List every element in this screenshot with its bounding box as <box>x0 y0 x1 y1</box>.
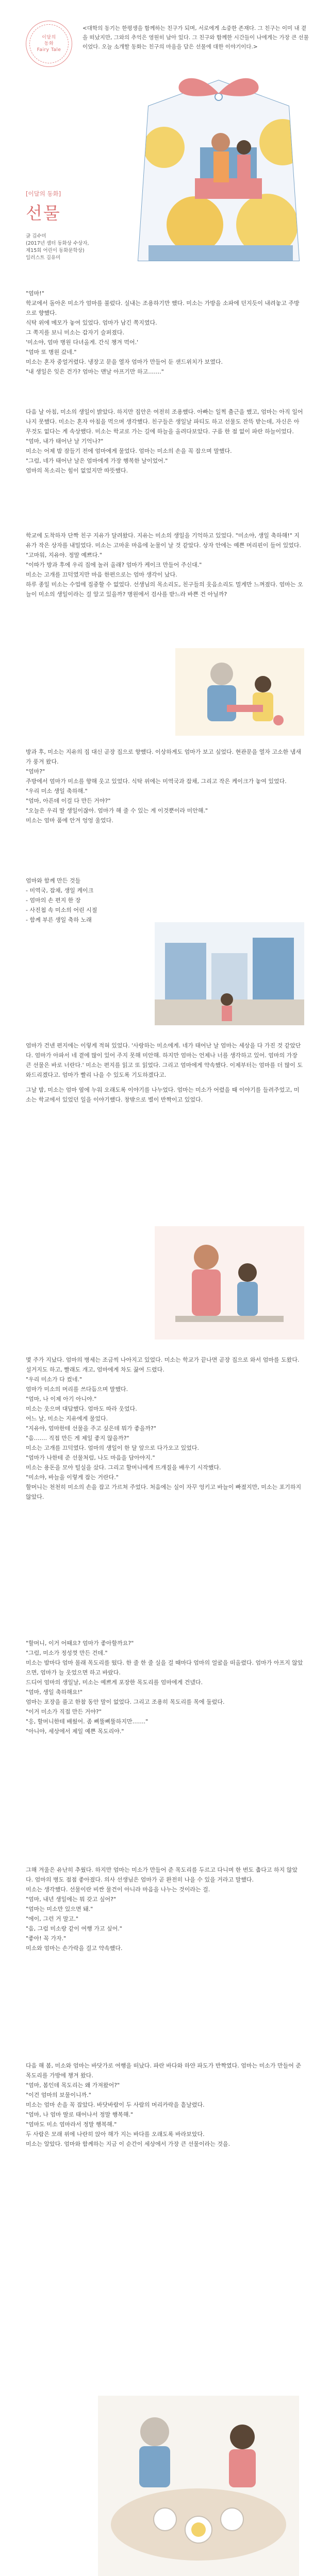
paragraph: "엄마, 나 엄마 딸로 태어나서 정말 행복해." <box>26 2111 134 2118</box>
paragraph: "좋아! 꼭 가자." <box>26 1935 67 1942</box>
intro-text: <대학의 동기는 한평생을 함께하는 친구가 되며, 서로에게 소중한 존재다. 그 친구는 이미 내 곁을 떠났지만, 그와의 추억은 영원히 남아 있다. 그 친구와 함께한 시간들이 나에게는 가장 큰 선물이었다. 오늘 소개할 동화는 친구의 마음을 담은 선물에 대한 이야기이다.> <box>82 25 309 50</box>
paragraph: "지유야, 엄마한테 선물을 주고 싶은데 뭐가 좋을까?" <box>26 1425 156 1432</box>
article-category: [이달의 동화] <box>26 190 61 197</box>
paragraph: "그럼, 미소가 정성껏 만든 건데." <box>26 1650 108 1656</box>
paragraph: 하루 종일 미소는 수업에 집중할 수 없었다. 선생님의 목소리도, 친구들의 웃음소리도 멀게만 느껴졌다. 엄마는 오늘이 미소의 생일이라는 걸 알고 있을까? 병원에서 검사를 받느라 바쁜 건 아닐까? <box>26 581 303 598</box>
paragraph: 식탁 위에 메모가 놓여 있었다. 엄마가 남긴 쪽지였다. <box>26 319 157 326</box>
paragraph: "이건 엄마의 보물이니까." <box>26 2092 91 2098</box>
paragraph: 미소는 고개를 끄덕였지만 마음 한편으로는 엄마 생각이 났다. <box>26 571 177 578</box>
paragraph: 엄마가 건넨 편지에는 이렇게 적혀 있었다. '사랑하는 미소에게. 네가 태어난 날 엄마는 세상을 다 가진 것 같았단다. 엄마가 아파서 네 곁에 많이 있어 주지 못해 미안해. 하지만 엄마는 언제나 너를 생각하고 있어. 엄마의 가장 큰 선물은 바로 너란다.' 미소는 편지를 읽고 또 읽었다. 그리고 엄마에게 약속했다. 이제부터는 엄마를 더 많이 도와드리겠다고. 엄마가 빨리 나을 수 있도록 기도하겠다고. <box>26 1042 303 1078</box>
list-title: 엄마와 함께 만든 것들 <box>26 877 81 884</box>
list-block <box>26 876 170 925</box>
paragraph: "음, 그럼 미소랑 같이 여행 가고 싶어." <box>26 1925 122 1932</box>
list-item: - 사진첩 속 미소의 어린 시절 <box>26 907 97 913</box>
paragraph: 다음 날 아침, 미소의 생일이 밝았다. 하지만 집안은 여전히 조용했다. 아빠는 일찍 출근을 했고, 엄마는 아직 일어나지 못했다. 미소는 혼자 아침을 먹으며 생각했다. 친구들은 생일날 파티도 하고 선물도 잔뜩 받는데, 자신은 아무것도 없다는 게 속상했다. 미소는 학교로 가는 길에 하늘을 올려다보았다. 구름 한 점 없이 파란 하늘이었다. <box>26 409 303 435</box>
paragraph: "엄마, 아픈데 이걸 다 만든 거야?" <box>26 798 111 804</box>
paragraph: "엄마도 미소 엄마라서 정말 행복해." <box>26 2121 117 2128</box>
category-stamp <box>26 21 72 67</box>
paragraph: 주방에서 엄마가 미소를 향해 웃고 있었다. 식탁 위에는 미역국과 잡채, 그리고 작은 케이크가 놓여 있었다. <box>26 778 287 785</box>
paragraph: 학교에서 돌아온 미소가 엄마를 불렀다. 실내는 조용하기만 했다. 미소는 가방을 소파에 던지듯이 내려놓고 주방으로 향했다. <box>26 300 300 316</box>
paragraph: "엄마가 나한테 준 선물처럼, 나도 마음을 담아야지." <box>26 1454 155 1461</box>
paragraph: '미소야, 엄마 병원 다녀올게. 간식 챙겨 먹어.' <box>26 339 139 346</box>
paragraph: "아니야, 세상에서 제일 예쁜 목도리야." <box>26 1728 124 1735</box>
paragraph: 엄마가 미소의 머리를 쓰다듬으며 말했다. <box>26 1386 128 1393</box>
paragraph: "엄마, 내년 생일에는 뭐 갖고 싶어?" <box>26 1896 117 1903</box>
paragraph: "이거 미소가 직접 만든 거야?" <box>26 1708 102 1715</box>
paragraph-block <box>26 1041 304 1105</box>
stamp-line-3: Fairy Tale <box>37 47 61 53</box>
paragraph: 미소와 엄마는 손가락을 걸고 약속했다. <box>26 1945 123 1952</box>
gift-tag-illustration <box>118 70 320 274</box>
paragraph: "오늘은 우리 딸 생일이잖아. 엄마가 해 줄 수 있는 게 이것뿐이라 미안해." <box>26 807 208 814</box>
byline <box>26 233 108 262</box>
paragraph: 할머니는 천천히 미소의 손을 잡고 가르쳐 주었다. 처음에는 실이 자꾸 엉키고 바늘이 빠졌지만, 미소는 포기하지 않았다. <box>26 1484 302 1500</box>
paragraph: 두 사람은 모래 위에 나란히 앉아 해가 지는 바다를 오래도록 바라보았다. <box>26 2131 205 2138</box>
article-title: 선물 <box>26 203 61 223</box>
list-item: - 함께 부른 생일 축하 노래 <box>26 917 92 923</box>
paragraph: "미소야, 바늘을 이렇게 잡는 거란다." <box>26 1474 119 1481</box>
dinner-table-illustration <box>98 2396 299 2576</box>
paragraph: 미소는 고개를 끄덕였다. 엄마의 생일이 한 달 앞으로 다가오고 있었다. <box>26 1445 199 1451</box>
paragraph: 몇 주가 지났다. 엄마의 병세는 조금씩 나아지고 있었다. 미소는 학교가 끝나면 곧장 집으로 와서 엄마를 도왔다. 설거지도 하고, 빨래도 개고, 엄마에게 차도 끓여 드렸다. <box>26 1357 300 1373</box>
paragraph: "할머니, 이거 어때요? 엄마가 좋아할까요?" <box>26 1640 134 1647</box>
paragraph: 엄마는 포장을 풀고 한참 동안 말이 없었다. 그리고 조용히 목도리를 목에 둘렀다. <box>26 1699 225 1705</box>
paragraph-block <box>26 531 304 599</box>
paragraph: "엄마 또 병원 갔네." <box>26 349 77 355</box>
byline-line: 글 김수미 <box>26 233 46 239</box>
paragraph-block <box>26 747 304 825</box>
paragraph: "엄마는 미소만 있으면 돼." <box>26 1906 93 1912</box>
stamp-line-1: 이달의 <box>42 35 56 40</box>
paragraph: 다음 해 봄, 미소와 엄마는 바닷가로 여행을 떠났다. 파란 바다와 하얀 파도가 반짝였다. 엄마는 미소가 만들어 준 목도리를 가방에 챙겨 왔다. <box>26 2062 301 2079</box>
paragraph: "엄마, 나 이제 아기 아니야." <box>26 1396 97 1402</box>
paragraph: "엄마, 봄인데 목도리는 왜 가져왔어?" <box>26 2082 120 2089</box>
street-scene-illustration <box>155 922 304 1025</box>
paragraph: 엄마의 목소리는 힘이 없었지만 따뜻했다. <box>26 467 128 474</box>
stamp-line-2: 동화 <box>44 41 54 46</box>
paragraph: "이따가 방과 후에 우리 집에 놀러 올래? 엄마가 케이크 만들어 주신대." <box>26 562 202 568</box>
paragraph-block <box>26 289 304 377</box>
paragraph: 미소는 혼자 중얼거렸다. 냉장고 문을 열자 엄마가 만들어 둔 샌드위치가 보였다. <box>26 359 223 365</box>
list-item: - 엄마의 손 편지 한 장 <box>26 897 81 904</box>
paragraph: 학교에 도착하자 단짝 친구 지유가 달려왔다. 지유는 미소의 생일을 기억하고 있었다. "미소야, 생일 축하해!" 지유가 작은 상자를 내밀었다. 미소는 고마운 마음에 눈물이 날 것 같았다. 상자 안에는 예쁜 머리핀이 들어 있었다. <box>26 532 301 549</box>
paragraph: "그럼, 네가 태어난 날은 엄마에게 가장 행복한 날이었어." <box>26 457 168 464</box>
paragraph: "엄마, 생일 축하해요!" <box>26 1689 83 1696</box>
paragraph-block <box>26 1355 304 1502</box>
paragraph: "내 생일은 잊은 건가? 엄마는 맨날 아프기만 하고……." <box>26 368 164 375</box>
paragraph: "엄마?" <box>26 768 45 775</box>
paragraph: "음……. 직접 만든 게 제일 좋지 않을까?" <box>26 1435 129 1442</box>
paragraph: 미소는 생각했다. 선물이란 비싼 물건이 아니라 마음을 나누는 것이라는 걸. <box>26 1886 210 1893</box>
paragraph: 미소는 용돈을 모아 털실을 샀다. 그리고 할머니에게 뜨개질을 배우기 시작했다. <box>26 1464 221 1471</box>
paragraph: 드디어 엄마의 생일날, 미소는 예쁘게 포장한 목도리를 엄마에게 건넸다. <box>26 1679 203 1686</box>
paragraph: "우리 미소가 다 컸네." <box>26 1376 82 1383</box>
paragraph: 그 쪽지를 보니 미소는 갑자기 슬퍼졌다. <box>26 329 124 336</box>
paragraph-block <box>26 1638 304 1736</box>
paragraph: 미소는 웃으며 대답했다. 엄마도 따라 웃었다. <box>26 1405 137 1412</box>
paragraph: 그날 밤, 미소는 엄마 옆에 누워 오래도록 이야기를 나누었다. 엄마는 미소가 어렸을 때 이야기를 들려주었고, 미소는 학교에서 있었던 일을 이야기했다. 창밖으로 별이 반짝이고 있었다. <box>26 1087 300 1103</box>
byline-line: 일러스트 김유미 <box>26 255 61 261</box>
paragraph: "고마워, 지유야. 정말 예쁘다." <box>26 552 102 558</box>
paragraph-block <box>26 2061 304 2149</box>
paragraph: "우리 미소 생일 축하해." <box>26 788 88 794</box>
paragraph-block <box>26 407 304 476</box>
family-illustration <box>155 1226 304 1340</box>
paragraph: "엄마, 내가 태어난 날 기억나?" <box>26 438 104 445</box>
paragraph: "엄마!" <box>26 290 44 297</box>
paragraph: "응, 할머니한테 배웠어. 좀 삐뚤삐뚤하지만……." <box>26 1718 148 1725</box>
byline-line: 제15회 어린이 동화문학상) <box>26 248 85 253</box>
paragraph-block <box>26 1865 304 1953</box>
paragraph: 어느 날, 미소는 지유에게 물었다. <box>26 1415 108 1422</box>
paragraph: 미소는 엄마 손을 꼭 잡았다. 바닷바람이 두 사람의 머리카락을 흩날렸다. <box>26 2102 205 2108</box>
grandmother-child-knitting-illustration <box>175 648 304 736</box>
paragraph: "에이, 그런 거 말고." <box>26 1916 78 1922</box>
paragraph: 미소는 어제 밤 잠들기 전에 엄마에게 물었다. 엄마는 미소의 손을 꼭 잡으며 말했다. <box>26 448 232 454</box>
list-item: - 미역국, 잡채, 생일 케이크 <box>26 887 94 894</box>
paragraph: 미소는 밤마다 엄마 몰래 목도리를 떴다. 한 줄 한 줄 실을 걸 때마다 엄마의 얼굴을 떠올렸다. 엄마가 아프지 않았으면, 엄마가 늘 웃었으면 하고 바랐다. <box>26 1659 303 1676</box>
paragraph: 그해 겨울은 유난히 추웠다. 하지만 엄마는 미소가 만들어 준 목도리를 두르고 다니며 한 번도 춥다고 하지 않았다. 엄마의 병도 점점 좋아졌다. 의사 선생님은 엄마가 곧 완전히 나을 수 있을 거라고 말했다. <box>26 1867 298 1883</box>
paragraph: 미소는 알았다. 엄마와 함께하는 지금 이 순간이 세상에서 가장 큰 선물이라는 것을. <box>26 2141 230 2147</box>
byline-line: (2017년 샘터 동화상 수상자, <box>26 241 89 246</box>
paragraph: 미소는 엄마 품에 안겨 엉엉 울었다. <box>26 817 113 824</box>
paragraph: 방과 후, 미소는 지유의 집 대신 곧장 집으로 향했다. 이상하게도 엄마가 보고 싶었다. 현관문을 열자 고소한 냄새가 풍겨 왔다. <box>26 749 301 765</box>
